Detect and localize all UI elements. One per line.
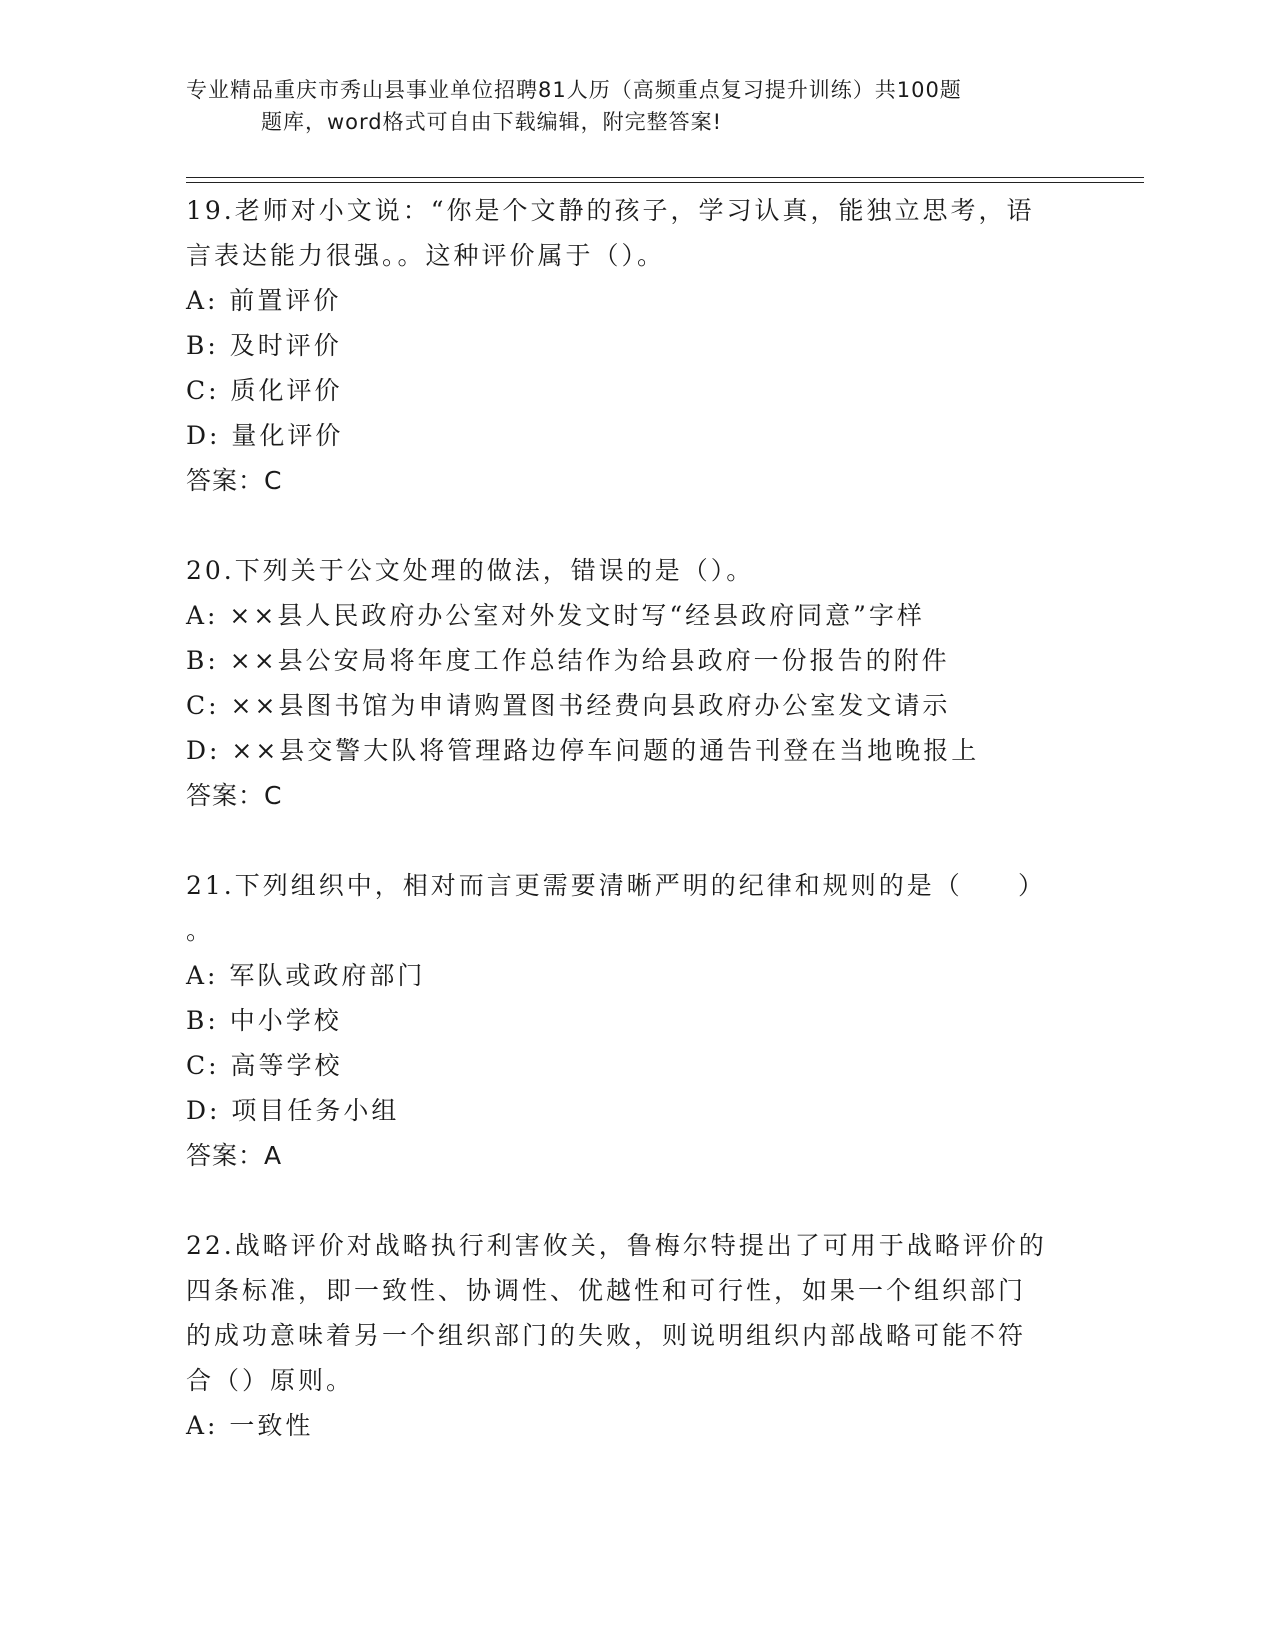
header-title-line-2: 题库，word格式可自由下载编辑，附完整答案! xyxy=(261,110,723,134)
question-19-option-a: A: 前置评价 xyxy=(186,286,342,315)
question-19 xyxy=(186,188,1086,503)
question-19-stem-line-1: 19.老师对小文说：“你是个文静的孩子，学习认真，能独立思考，语 xyxy=(186,196,1035,225)
question-22-stem-line-1: 22.战略评价对战略执行利害攸关，鲁梅尔特提出了可用于战略评价的 xyxy=(186,1231,1047,1260)
question-21-stem-line-1 xyxy=(186,863,1046,908)
question-19-option-c: C: 质化评价 xyxy=(186,376,343,405)
question-22 xyxy=(186,1223,1086,1448)
question-spacer xyxy=(186,1178,1086,1223)
question-19-option-b: B: 及时评价 xyxy=(186,331,342,360)
question-spacer xyxy=(186,503,1086,548)
question-20-option-c: C: ××县图书馆为申请购置图书经费向县政府办公室发文请示 xyxy=(186,691,951,720)
question-21-option-b: B: 中小学校 xyxy=(186,1006,342,1035)
header-rule-bottom xyxy=(186,182,1144,183)
question-21-stem-text: 21.下列组织中，相对而言更需要清晰严明的纪律和规则的是（ xyxy=(186,871,963,900)
question-21-answer: 答案：A xyxy=(186,1141,283,1170)
header-title-line-1: 专业精品重庆市秀山县事业单位招聘81人历（高频重点复习提升训练）共100题 xyxy=(186,78,962,102)
question-21 xyxy=(186,863,1086,1178)
question-19-stem-line-2: 言表达能力很强。。这种评价属于（）。 xyxy=(186,241,666,270)
question-20 xyxy=(186,548,1086,818)
document-header xyxy=(186,74,1086,138)
question-21-stem-line-2: 。 xyxy=(186,916,212,945)
question-19-option-d: D: 量化评价 xyxy=(186,421,344,450)
question-22-stem-line-3: 的成功意味着另一个组织部门的失败，则说明组织内部战略可能不符 xyxy=(186,1321,1027,1350)
question-20-answer: 答案：C xyxy=(186,781,283,810)
question-20-option-b: B: ××县公安局将年度工作总结作为给县政府一份报告的附件 xyxy=(186,646,950,675)
question-20-stem-line-1: 20.下列关于公文处理的做法，错误的是（）。 xyxy=(186,556,755,585)
question-22-stem-line-2: 四条标准，即一致性、协调性、优越性和可行性，如果一个组织部门 xyxy=(186,1276,1027,1305)
question-21-option-a: A: 军队或政府部门 xyxy=(186,961,426,990)
question-21-stem-close-paren: ） xyxy=(1017,871,1046,900)
question-list xyxy=(186,188,1086,1448)
question-spacer xyxy=(186,818,1086,863)
question-21-option-c: C: 高等学校 xyxy=(186,1051,343,1080)
question-22-stem-line-4: 合（）原则。 xyxy=(186,1366,355,1395)
question-20-option-d: D: ××县交警大队将管理路边停车问题的通告刊登在当地晚报上 xyxy=(186,736,980,765)
question-22-option-a: A: 一致性 xyxy=(186,1411,314,1440)
question-19-answer: 答案：C xyxy=(186,466,283,495)
header-rule-top xyxy=(186,177,1144,178)
question-21-option-d: D: 项目任务小组 xyxy=(186,1096,400,1125)
question-20-option-a: A: ××县人民政府办公室对外发文时写“经县政府同意”字样 xyxy=(186,601,925,630)
